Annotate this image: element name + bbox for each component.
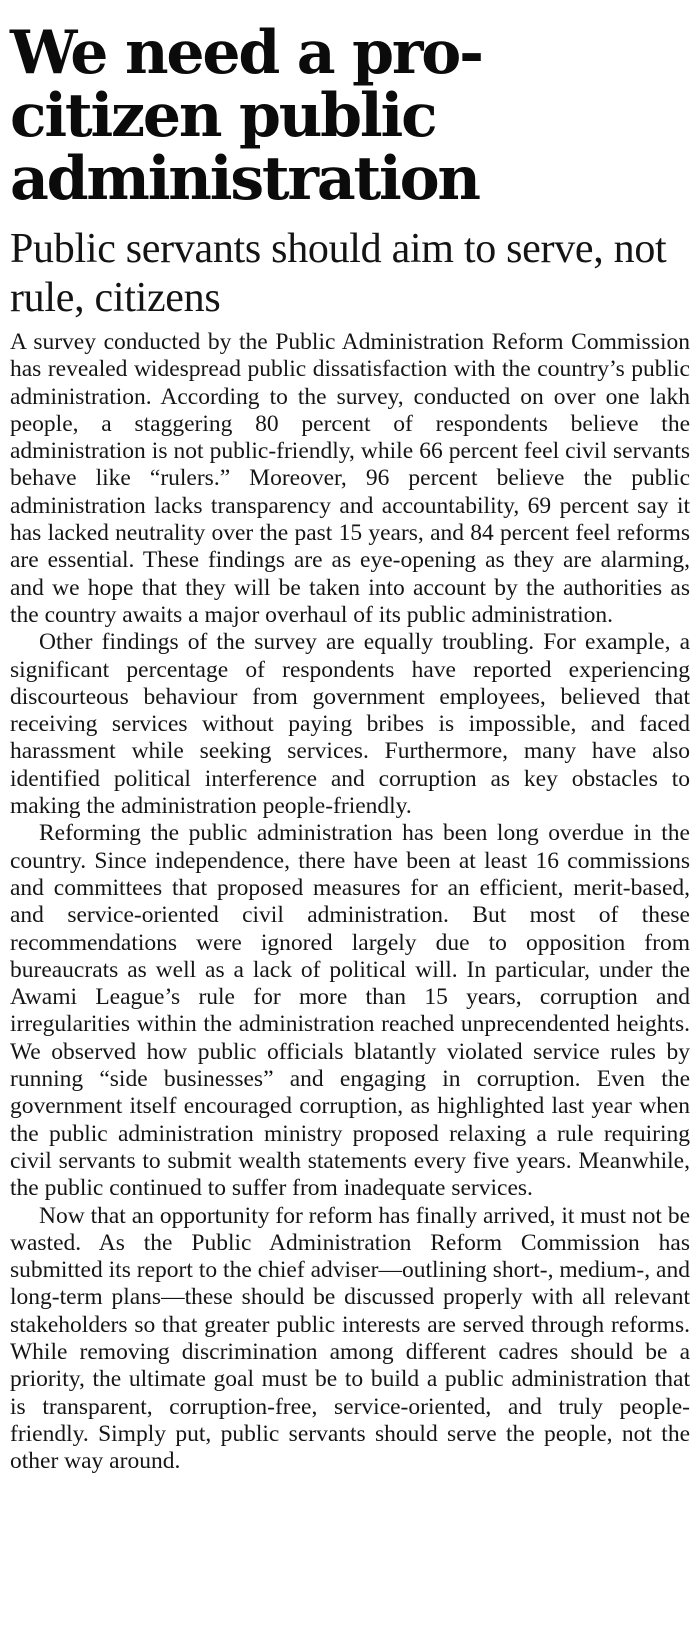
subheadline: Public servants should aim to serve, not rule, citizens	[10, 226, 667, 321]
paragraph-4: Now that an opportunity for reform has finally arrived, it must not be wasted. As the Public Administration Reform Commission has submitted its report to the chief adviser—outlining short-, medium-, and long-term plans—these should be discussed properly with all relevant stakeholders so that greater public interests are served through reforms. While removing discrimination among different cadres should be a priority, the ultimate goal must be to build a public administration that is transparent, corruption-free, service-oriented, and truly people-friendly. Simply put, public servants should serve the people, not the other way around.	[10, 1202, 690, 1475]
paragraph-1: A survey conducted by the Public Administration Reform Commission has revealed widespread public dissatisfaction with the country’s public administration. According to the survey, conducted on over one lakh people, a staggering 80 percent of respondents believe the administration is not public-friendly, while 66 percent feel civil servants behave like “rulers.” Moreover, 96 percent believe the public administration lacks transparency and accountability, 69 percent say it has lacked neutrality over the past 15 years, and 84 percent feel reforms are essential. These findings are as eye-opening as they are alarming, and we hope that they will be taken into account by the authorities as the country awaits a major overhaul of its public administration.	[10, 329, 690, 628]
article-body	[10, 329, 690, 1475]
headline: We need a pro-citizen public administration	[10, 18, 482, 214]
paragraph-2: Other findings of the survey are equally troubling. For example, a significant percentage of respondents have reported experiencing discourteous behaviour from government employees, believed that receiving services without paying bribes is impossible, and faced harassment while seeking services. Furthermore, many have also identified political interference and corruption as key obstacles to making the administration people-friendly.	[10, 629, 690, 820]
paragraph-3: Reforming the public administration has been long overdue in the country. Since independence, there have been at least 16 commissions and committees that proposed measures for an efficient, merit-based, and service-oriented civil administration. But most of these recommendations were ignored largely due to opposition from bureaucrats as well as a lack of political will. In particular, under the Awami League’s rule for more than 15 years, corruption and irregularities within the administration reached unprecendented heights. We observed how public officials blatantly violated service rules by running “side businesses” and engaging in corruption. Even the government itself encouraged corruption, as highlighted last year when the public administration ministry proposed relaxing a rule requiring civil servants to submit wealth statements every five years. Meanwhile, the public continued to suffer from inadequate services.	[10, 820, 690, 1202]
editorial-article	[10, 0, 690, 1475]
